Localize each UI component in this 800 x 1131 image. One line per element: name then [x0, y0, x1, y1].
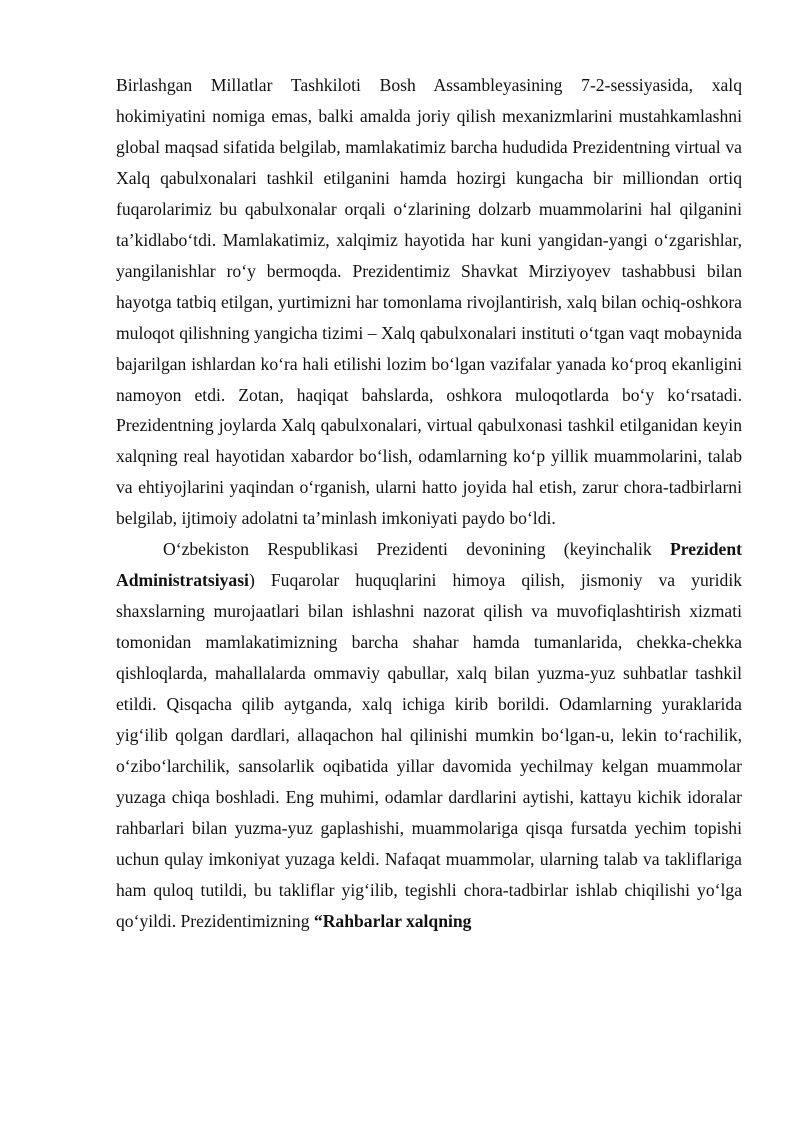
- paragraph-2-intro: O‘zbekiston Respublikasi Prezidenti devonining (keyinchalik: [163, 539, 671, 560]
- paragraph-1: Birlashgan Millatlar Tashkiloti Bosh Assambleyasining 7-2-sessiyasida, xalq hokimiyatini nomiga emas, balki amalda joriy qilish mexanizmlarini mustahkamlashni global maqsad sifatida belgilab, mamlakatimiz barcha hududida Prezidentning virtual va Xalq qabulxonalari tashkil etilganini hamda hozirgi kungacha bir milliondan ortiq fuqarolarimiz bu qabulxonalar orqali o‘zlarining dolzarb muammolarini hal qilganini ta’kidlabo‘tdi. Mamlakatimiz, xalqimiz hayotida har kuni yangidan-yangi o‘zgarishlar, yangilanishlar ro‘y bermoqda. Prezidentimiz Shavkat Mirziyoyev tashabbusi bilan hayotga tatbiq etilgan, yurtimizni har tomonlama rivojlantirish, xalq bilan ochiq-oshkora muloqot qilishning yangicha tizimi – Xalq qabulxonalari instituti o‘tgan vaqt mobaynida bajarilgan ishlardan ko‘ra hali etilishi lozim bo‘lgan vazifalar yanada ko‘proq ekanligini namoyon etdi. Zotan, haqiqat bahslarda, oshkora muloqotlarda bo‘y ko‘rsatadi. Prezidentning joylarda Xalq qabulxonalari, virtual qabulxonasi tashkil etilganidan keyin xalqning real hayotidan xabardor bo‘lish, odamlarning ko‘p yillik muammolarini, talab va ehtiyojlarini yaqindan o‘rganish, ularni hatto joyida hal etish, zarur chora-tadbirlarni belgilab, ijtimoiy adolatni ta’minlash imkoniyati paydo bo‘ldi.: [116, 75, 742, 529]
- paragraph-2-body: ) Fuqarolar huquqlarini himoya qilish, jismoniy va yuridik shaxslarning murojaatlari bilan ishlashni nazorat qilish va muvofiqlashtirish xizmati tomonidan mamlakatimizning barcha shahar hamda tumanlarida, chekka-chekka qishloqlarda, mahallalarda ommaviy qabullar, xalq bilan yuzma-yuz suhbatlar tashkil etildi. Qisqacha qilib aytganda, xalq ichiga kirib borildi. Odamlarning yuraklarida yig‘ilib qolgan dardlari, allaqachon hal qilinishi mumkin bo‘lgan-u, lekin to‘rachilik, o‘zibo‘larchilik, sansolarlik oqibatida yillar davomida yechilmay kelgan muammolar yuzaga chiqa boshladi. Eng muhimi, odamlar dardlarini aytishi, kattayu kichik idoralar rahbarlari bilan yuzma-yuz gaplashishi, muammolariga qisqa fursatda yechim topishi uchun qulay imkoniyat yuzaga keldi. Nafaqat muammolar, ularning talab va takliflariga ham quloq tutildi, bu takliflar yig‘ilib, tegishli chora-tadbirlar ishlab chiqilishi yo‘lga qo‘yildi. Prezidentimizning: [116, 570, 742, 931]
- bold-term: Prezident Administratsiyasi: [116, 539, 742, 591]
- bold-quote: “Rahbarlar xalqning: [313, 910, 472, 931]
- paragraph-2: [116, 534, 742, 936]
- document-page: [116, 70, 742, 937]
